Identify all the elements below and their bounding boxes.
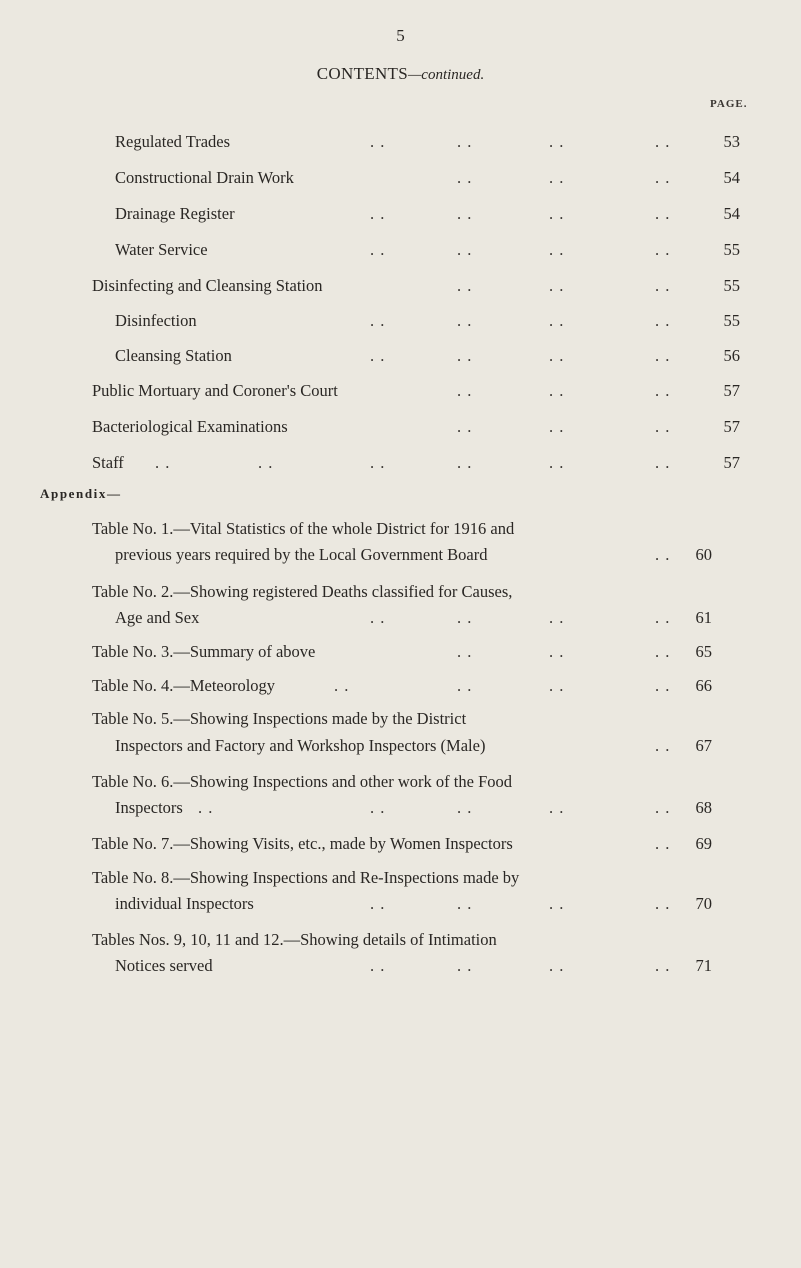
contents-suffix: —continued. (407, 67, 485, 83)
leader-dots: . . (457, 346, 473, 365)
leader-dots: . . (655, 736, 671, 755)
page-number: 5 (396, 26, 405, 45)
leader-dots: . . (370, 311, 386, 330)
toc-entry-page: 57 (723, 381, 740, 400)
toc-entry-page: 55 (723, 240, 740, 259)
appendix-entry-line: Table No. 3.—Summary of above (92, 642, 316, 661)
appendix-entry-page: 70 (695, 894, 712, 913)
leader-dots: . . (549, 132, 565, 151)
leader-dots: . . (457, 956, 473, 975)
appendix-entry-line: Table No. 7.—Showing Visits, etc., made by Women Inspectors (92, 834, 513, 853)
leader-dots: . . (457, 417, 473, 436)
leader-dots: . . (370, 132, 386, 151)
appendix-entry-line: Inspectors (115, 798, 183, 817)
toc-entry (0, 310, 801, 332)
leader-dots: . . (655, 417, 671, 436)
appendix-entry-line: Table No. 4.—Meteorology (92, 676, 276, 695)
leader-dots: . . (549, 894, 565, 913)
appendix-entry-line: individual Inspectors (115, 894, 254, 913)
toc-entry-title: Disinfecting and Cleansing Station (92, 276, 323, 295)
toc-entry (0, 275, 801, 297)
appendix-entry-page: 61 (695, 608, 712, 627)
appendix-entry-page: 68 (695, 798, 712, 817)
appendix-entry-page: 66 (695, 676, 712, 695)
leader-dots: . . (457, 453, 473, 472)
leader-dots: . . (549, 608, 565, 627)
appendix-entry-line: previous years required by the Local Government Board (115, 545, 488, 564)
leader-dots: . . (655, 168, 671, 187)
leader-dots: . . (655, 545, 671, 564)
contents-heading (0, 64, 801, 84)
leader-dots: . . (655, 453, 671, 472)
page-column-header: PAGE. (710, 98, 748, 110)
leader-dots: . . (655, 311, 671, 330)
leader-dots: . . (655, 834, 671, 853)
leader-dots: . . (457, 798, 473, 817)
toc-entry (0, 131, 801, 153)
appendix-entry-page: 60 (695, 545, 712, 564)
leader-dots: . . (655, 276, 671, 295)
leader-dots: . . (549, 204, 565, 223)
leader-dots: . . (549, 676, 565, 695)
toc-entry-page: 53 (723, 132, 740, 151)
leader-dots: . . (549, 956, 565, 975)
leader-dots: . . (370, 204, 386, 223)
leader-dots: . . (655, 956, 671, 975)
toc-entry-page: 55 (723, 276, 740, 295)
leader-dots: . . (549, 276, 565, 295)
toc-entry-page: 57 (723, 453, 740, 472)
appendix-entry-page: 65 (695, 642, 712, 661)
toc-entry-page: 57 (723, 417, 740, 436)
toc-entry (0, 167, 801, 189)
toc-entry-page: 55 (723, 311, 740, 330)
leader-dots: . . (370, 956, 386, 975)
leader-dots: . . (370, 608, 386, 627)
appendix-entry-line: Notices served (115, 956, 213, 975)
appendix-entry-line: Tables Nos. 9, 10, 11 and 12.—Showing details of Intimation (92, 930, 497, 949)
toc-entry-title: Constructional Drain Work (115, 168, 294, 187)
leader-dots: . . (655, 798, 671, 817)
leader-dots: . . (258, 453, 274, 472)
toc-entry-title: Regulated Trades (115, 132, 231, 151)
contents-title: CONTENTS (316, 64, 408, 83)
leader-dots: . . (457, 168, 473, 187)
appendix-entry (0, 641, 801, 663)
appendix-entry (0, 675, 801, 697)
leader-dots: . . (655, 676, 671, 695)
leader-dots: . . (655, 642, 671, 661)
leader-dots: . . (549, 642, 565, 661)
leader-dots: . . (198, 798, 214, 817)
toc-entry-page: 54 (723, 168, 740, 187)
toc-entry-title: Drainage Register (115, 204, 235, 223)
leader-dots: . . (457, 276, 473, 295)
leader-dots: . . (457, 311, 473, 330)
leader-dots: . . (655, 132, 671, 151)
toc-entry-page: 54 (723, 204, 740, 223)
leader-dots: . . (370, 346, 386, 365)
leader-dots: . . (457, 642, 473, 661)
leader-dots: . . (370, 798, 386, 817)
leader-dots: . . (655, 894, 671, 913)
appendix-entry-line: Table No. 5.—Showing Inspections made by the District (92, 709, 467, 728)
leader-dots: . . (549, 381, 565, 400)
toc-entry-title: Disinfection (115, 311, 197, 330)
leader-dots: . . (457, 381, 473, 400)
toc-entry (0, 416, 801, 438)
leader-dots: . . (549, 453, 565, 472)
leader-dots: . . (549, 798, 565, 817)
toc-entry (0, 203, 801, 225)
leader-dots: . . (457, 132, 473, 151)
appendix-entry-line: Table No. 6.—Showing Inspections and other work of the Food (92, 772, 512, 791)
leader-dots: . . (549, 311, 565, 330)
toc-entry-page: 56 (723, 346, 740, 365)
toc-entry-title: Bacteriological Examinations (92, 417, 288, 436)
leader-dots: . . (655, 346, 671, 365)
leader-dots: . . (457, 894, 473, 913)
appendix-entry-page: 69 (695, 834, 712, 853)
leader-dots: . . (655, 608, 671, 627)
appendix-entry (0, 833, 801, 855)
toc-entry (0, 452, 801, 474)
appendix-entry-page: 71 (695, 956, 712, 975)
leader-dots: . . (549, 417, 565, 436)
leader-dots: . . (370, 240, 386, 259)
toc-entry-title: Staff (92, 453, 124, 472)
leader-dots: . . (655, 240, 671, 259)
appendix-entry-page: 67 (695, 736, 712, 755)
leader-dots: . . (155, 453, 171, 472)
toc-entry-title: Cleansing Station (115, 346, 232, 365)
leader-dots: . . (457, 608, 473, 627)
leader-dots: . . (655, 381, 671, 400)
toc-entry (0, 380, 801, 402)
toc-entry-title: Water Service (115, 240, 208, 259)
toc-entry (0, 345, 801, 367)
leader-dots: . . (549, 346, 565, 365)
appendix-entry-line: Table No. 1.—Vital Statistics of the whole District for 1916 and (92, 519, 515, 538)
leader-dots: . . (370, 453, 386, 472)
appendix-entry-line: Inspectors and Factory and Workshop Inspectors (Male) (115, 736, 486, 755)
leader-dots: . . (334, 676, 350, 695)
leader-dots: . . (457, 240, 473, 259)
leader-dots: . . (370, 894, 386, 913)
toc-entry-title: Public Mortuary and Coroner's Court (92, 381, 338, 400)
appendix-entry-line: Age and Sex (115, 608, 200, 627)
leader-dots: . . (457, 204, 473, 223)
leader-dots: . . (655, 204, 671, 223)
appendix-entry-line: Table No. 8.—Showing Inspections and Re-Inspections made by (92, 868, 520, 887)
leader-dots: . . (457, 676, 473, 695)
toc-entry (0, 239, 801, 261)
leader-dots: . . (549, 240, 565, 259)
appendix-label: Appendix— (40, 486, 122, 501)
leader-dots: . . (549, 168, 565, 187)
appendix-entry-line: Table No. 2.—Showing registered Deaths classified for Causes, (92, 582, 513, 601)
